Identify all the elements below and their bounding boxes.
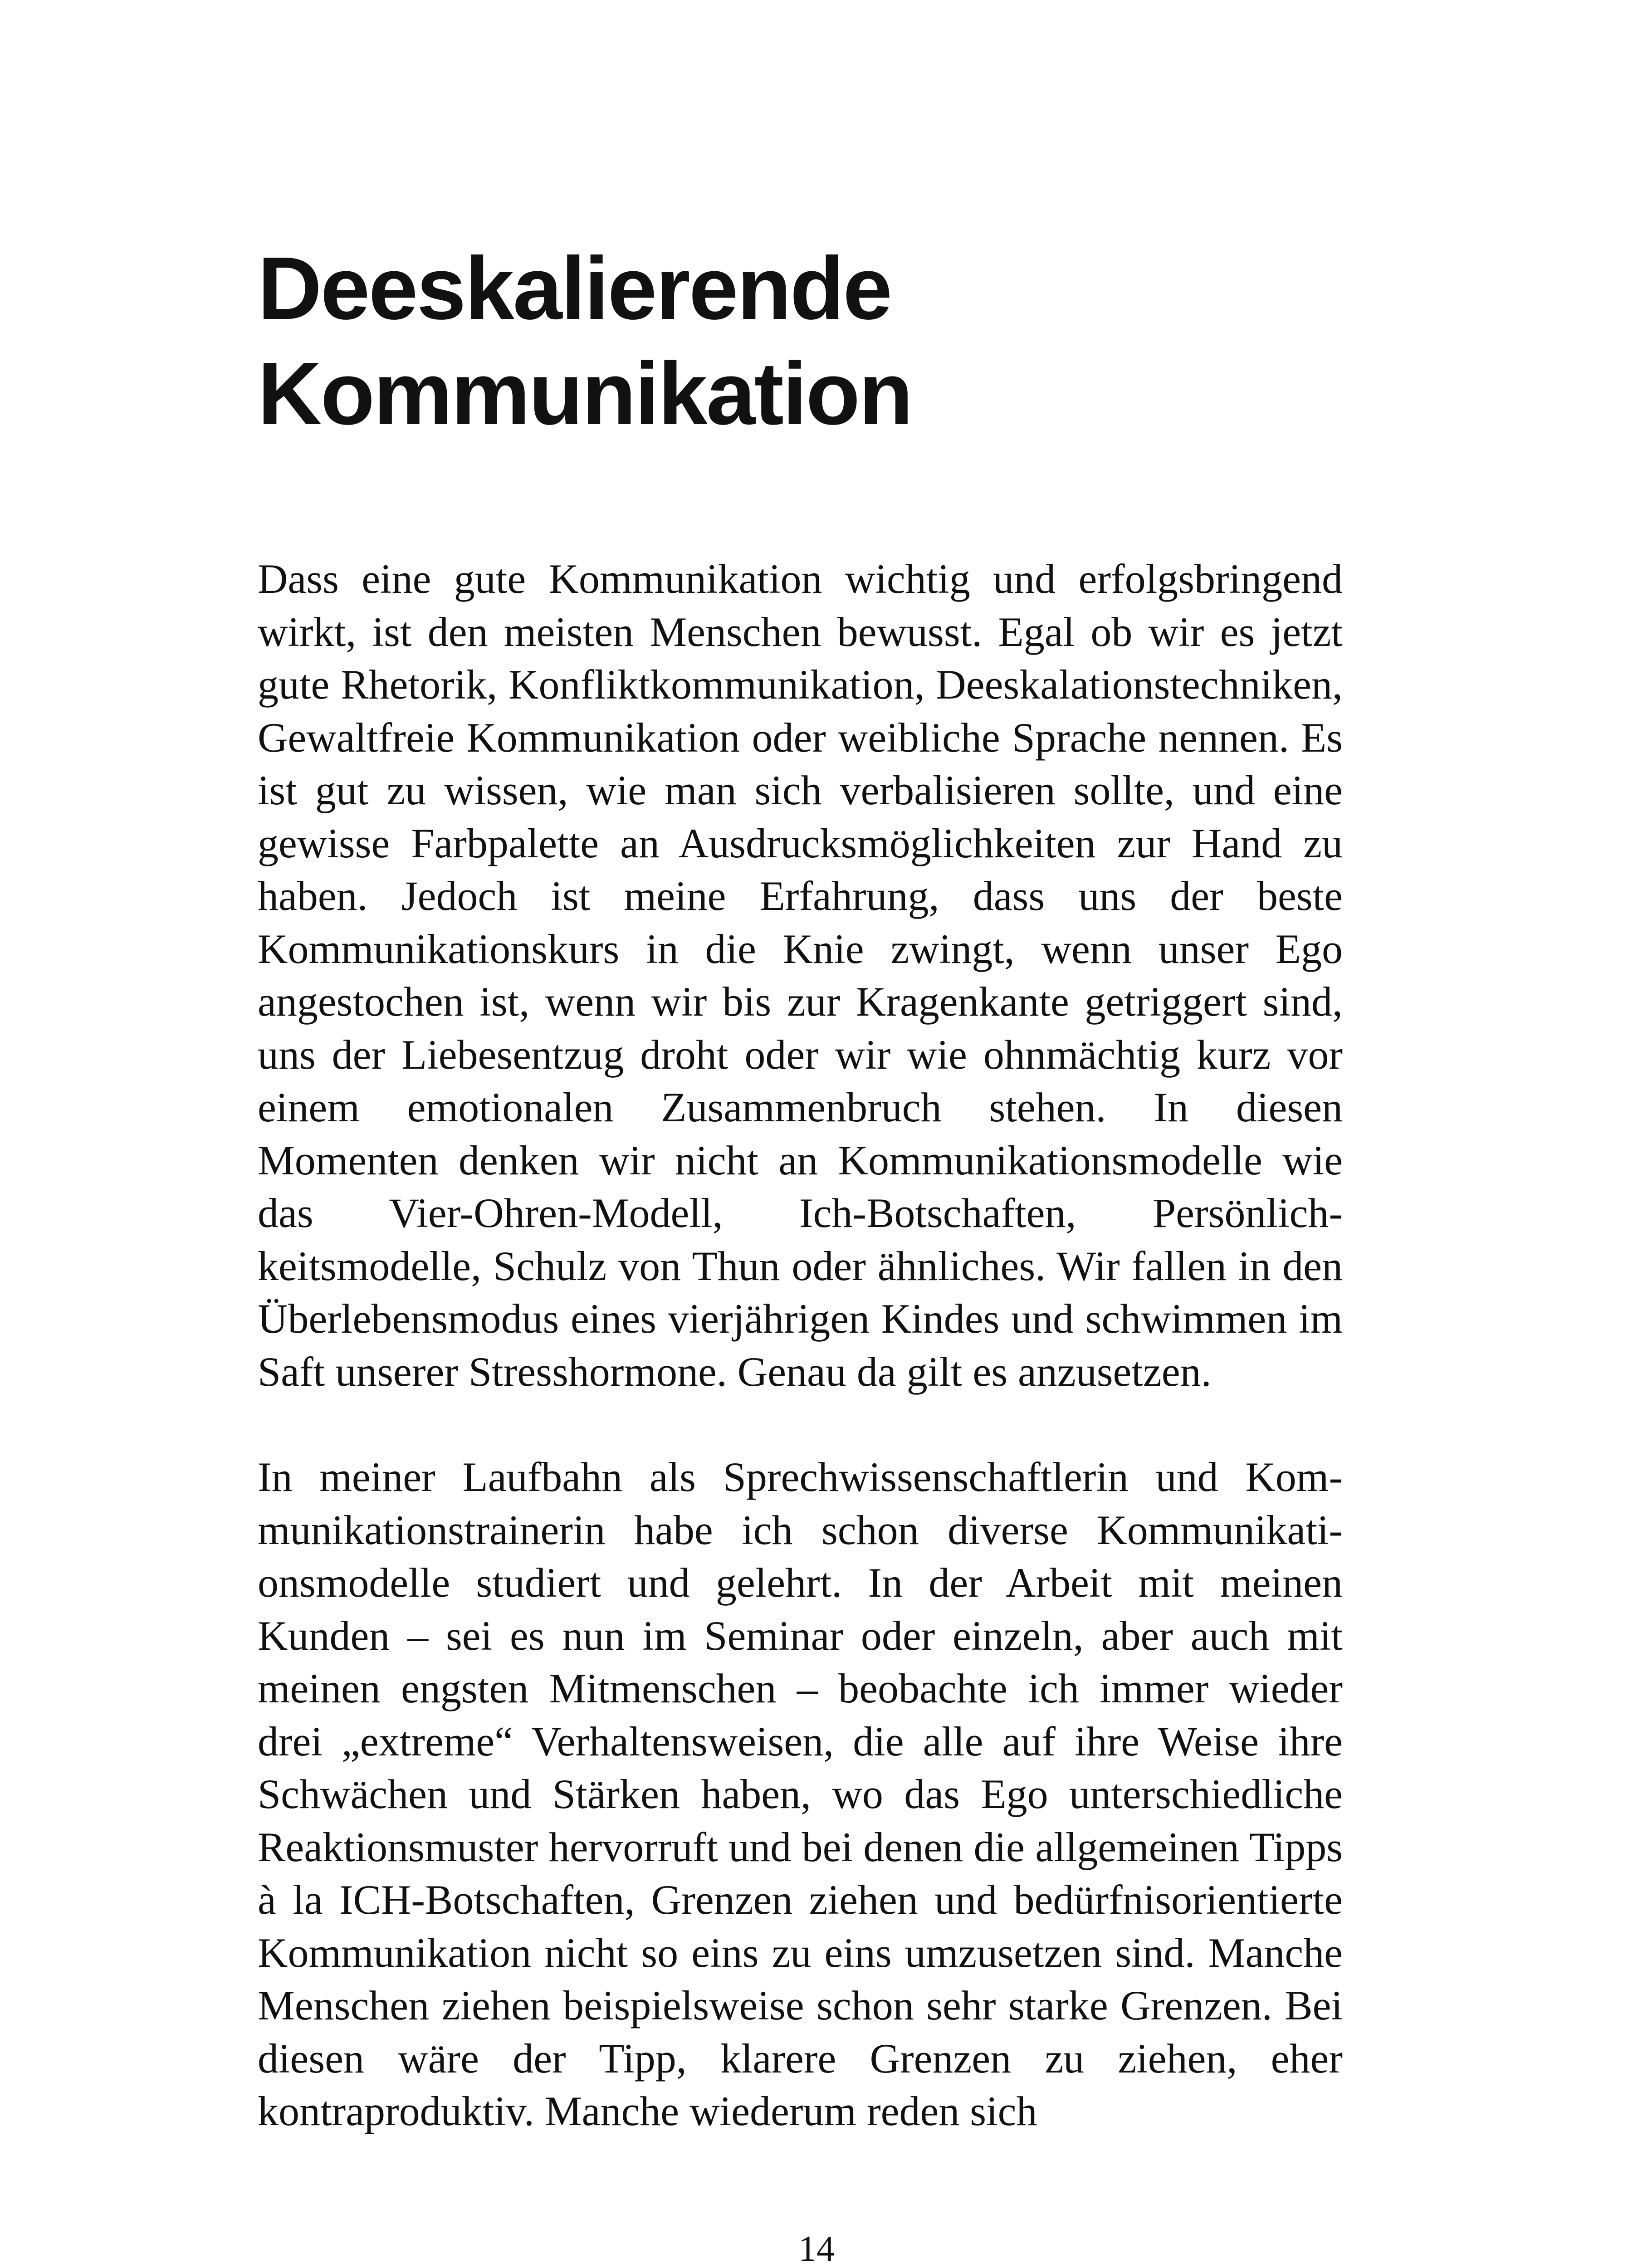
chapter-title-line-1: Deeskalierende: [258, 239, 891, 338]
chapter-title: [258, 236, 1383, 446]
page-number: 14: [798, 2229, 835, 2268]
body-text: [258, 552, 1343, 2138]
chapter-title-line-2: Kommunikation: [258, 344, 912, 443]
paragraph-2: In meiner Laufbahn als Sprechwissenschaftlerin und Kommunikationstrainerin habe ich schon diverse Kommunikationsmodelle studiert und gelehrt. In der Arbeit mit meinen Kunden – sei es nun im Seminar oder einzeln, aber auch mit meinen engsten Mitmenschen – beobachte ich immer wieder drei „extreme“ Verhaltensweisen, die alle auf ihre Weise ihre Schwächen und Stärken haben, wo das Ego unterschiedliche Reaktionsmuster hervorruft und bei denen die allgemeinen Tipps à la ICH-Botschaften, Grenzen ziehen und bedürfnisorientierte Kommunikation nicht so eins zu eins umzusetzen sind. Manche Menschen ziehen beispielsweise schon sehr starke Grenzen. Bei diesen wäre der Tipp, klarere Grenzen zu ziehen, eher kontraproduktiv. Manche wiederum reden sich: [258, 1454, 1343, 2134]
paragraph-1: Dass eine gute Kommunikation wichtig und erfolgsbringend wirkt, ist den meisten Menschen bewusst. Egal ob wir es jetzt gute Rhetorik, Konfliktkommunikation, Deeskalationstechniken, Gewaltfreie Kommunikation oder weibliche Sprache nennen. Es ist gut zu wissen, wie man sich verbalisieren sollte, und eine gewisse Farbpalette an Ausdrucksmöglichkeiten zur Hand zu haben. Jedoch ist meine Erfahrung, dass uns der beste Kommunikationskurs in die Knie zwingt, wenn unser Ego angestochen ist, wenn wir bis zur Kragenkante getriggert sind, uns der Liebesentzug droht oder wir wie ohnmächtig kurz vor einem emotionalen Zusammenbruch stehen. In diesen Momenten denken wir nicht an Kommunikationsmodelle wie das Vier-Ohren-Modell, Ich-Botschaften, Persönlichkeitsmodelle, Schulz von Thun oder ähnliches. Wir fallen in den Überlebensmodus eines vierjährigen Kindes und schwimmen im Saft unserer Stresshormone. Genau da gilt es anzusetzen.: [258, 556, 1343, 1395]
